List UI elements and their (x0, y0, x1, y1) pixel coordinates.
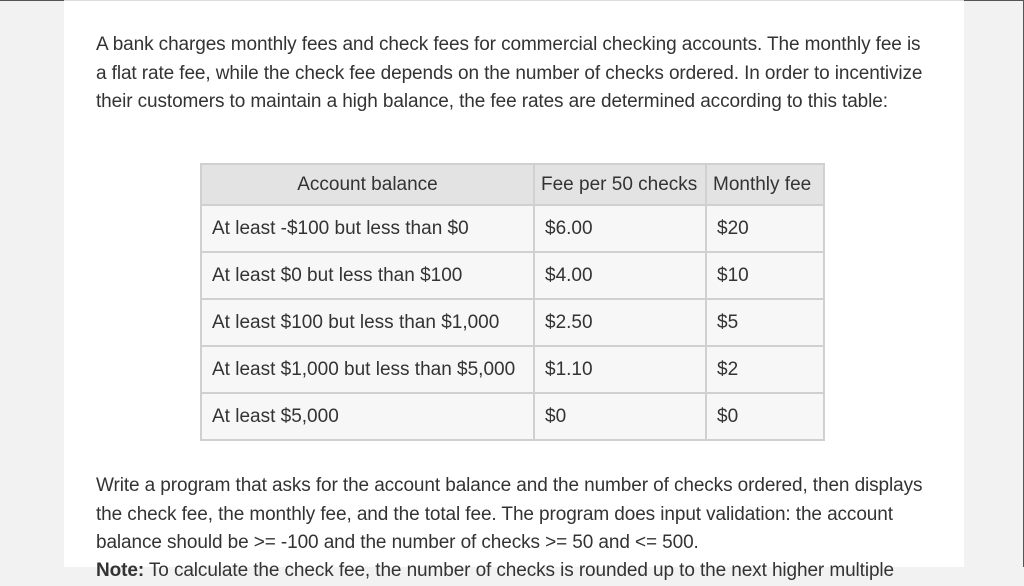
header-monthly-fee: Monthly fee (706, 164, 824, 205)
cell-monthly-fee: $20 (706, 205, 824, 252)
cell-check-fee: $6.00 (534, 205, 706, 252)
cell-account-balance: At least $1,000 but less than $5,000 (201, 346, 534, 393)
cell-account-balance: At least $100 but less than $1,000 (201, 299, 534, 346)
table-row (201, 393, 824, 440)
table-header-row (201, 164, 824, 205)
note-label: Note: (96, 560, 145, 581)
cell-monthly-fee: $10 (706, 252, 824, 299)
cell-account-balance: At least $5,000 (201, 393, 534, 440)
table-row (201, 299, 824, 346)
cell-check-fee: $0 (534, 393, 706, 440)
table-row (201, 346, 824, 393)
header-account-balance: Account balance (201, 164, 534, 205)
cell-monthly-fee: $0 (706, 393, 824, 440)
note-text: To calculate the check fee, the number of checks is rounded up to the next higher multiple (144, 560, 895, 581)
fee-table (200, 163, 825, 441)
cell-monthly-fee: $2 (706, 346, 824, 393)
header-fee-per-50-checks: Fee per 50 checks (534, 164, 706, 205)
cell-check-fee: $2.50 (534, 299, 706, 346)
task-paragraph: Write a program that asks for the account balance and the number of checks ordered, then displays the check fee, the monthly fee, and the total fee. The program does input validation: the account balance should be >= -100 and the number of checks >= 50 and <= 500. (96, 475, 923, 553)
intro-paragraph: A bank charges monthly fees and check fees for commercial checking accounts. The monthly fee is a flat rate fee, while the check fee depends on the number of checks ordered. In order to incentivize their customers to maintain a high balance, the fee rates are determined according to this table: (96, 34, 923, 112)
cell-monthly-fee: $5 (706, 299, 824, 346)
cell-account-balance: At least $0 but less than $100 (201, 252, 534, 299)
cell-account-balance: At least -$100 but less than $0 (201, 205, 534, 252)
table-row (201, 252, 824, 299)
cell-check-fee: $4.00 (534, 252, 706, 299)
table-row (201, 205, 824, 252)
document-page (64, 0, 964, 581)
cell-check-fee: $1.10 (534, 346, 706, 393)
note-paragraph (96, 557, 936, 586)
